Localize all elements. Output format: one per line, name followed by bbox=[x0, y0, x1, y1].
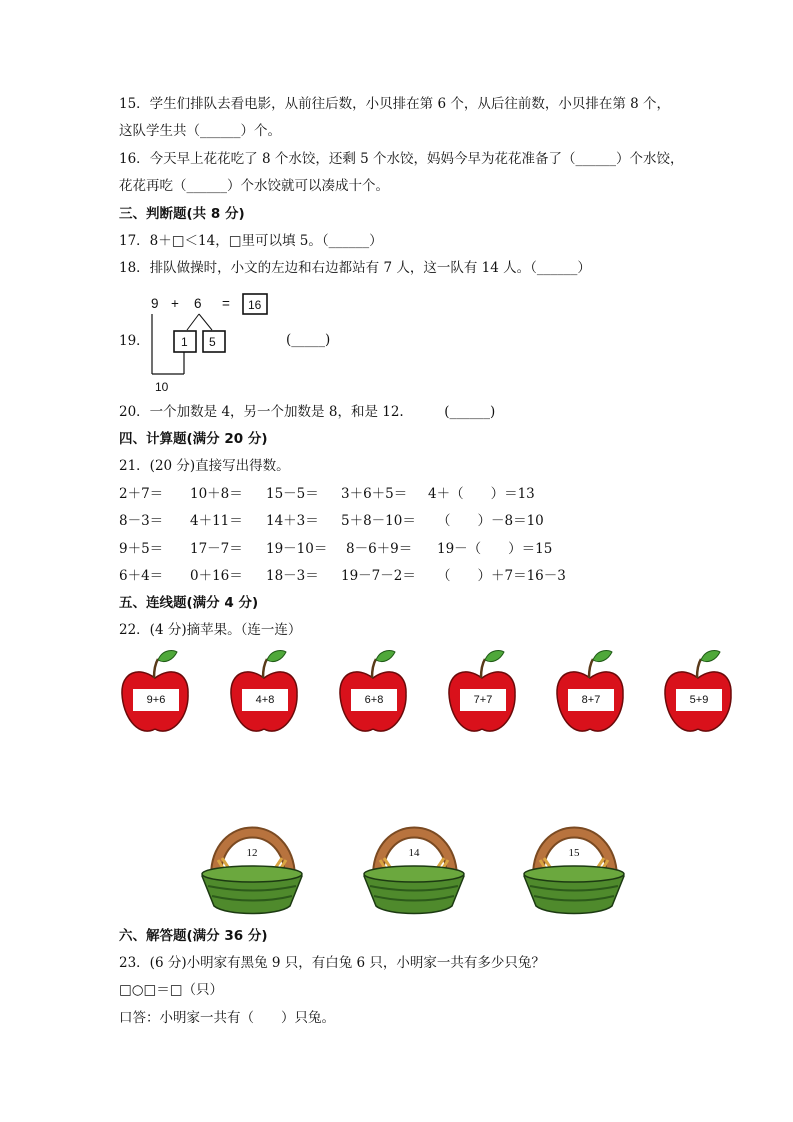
calc-item: 10＋8＝ bbox=[190, 486, 243, 502]
basket-card[interactable] bbox=[360, 818, 468, 916]
apple-label: 8+7 bbox=[568, 689, 614, 711]
basket-card[interactable] bbox=[198, 818, 306, 916]
q21: 21．(20 分)直接写出得数。 bbox=[119, 458, 290, 474]
apple-card[interactable] bbox=[337, 648, 409, 736]
basket-icon bbox=[360, 818, 468, 916]
q20: 20．一个加数是 4，另一个加数是 8，和是 12. (______) bbox=[119, 404, 496, 420]
basket-icon bbox=[520, 818, 628, 916]
calc-item: 19－7－2＝ bbox=[341, 568, 416, 584]
calc-item: 5＋8－10＝ bbox=[341, 513, 416, 529]
q19-split-5: 5 bbox=[209, 335, 216, 349]
basket-label: 15 bbox=[568, 847, 580, 859]
calc-item: 4＋11＝ bbox=[190, 513, 243, 529]
q19-ten: 10 bbox=[155, 380, 169, 394]
q19-result: 16 bbox=[248, 298, 262, 312]
apple-card[interactable] bbox=[662, 648, 734, 736]
calc-item: 9＋5＝ bbox=[119, 541, 164, 557]
q17: 17．8＋□＜14，□里可以填 5。（______） bbox=[119, 233, 383, 249]
apple-label: 4+8 bbox=[242, 689, 288, 711]
apple-card[interactable] bbox=[446, 648, 518, 736]
q23-formula: □○□＝□（只） bbox=[119, 982, 224, 998]
calc-item: 8－3＝ bbox=[119, 513, 164, 529]
calc-item: 17－7＝ bbox=[190, 541, 243, 557]
calc-item: 0＋16＝ bbox=[190, 568, 243, 584]
section-6-heading: 六、解答题(满分 36 分) bbox=[119, 928, 268, 944]
section-4-heading: 四、计算题(满分 20 分) bbox=[119, 431, 268, 447]
apple-card[interactable] bbox=[119, 648, 191, 736]
q15-line1: 15．学生们排队去看电影，从前往后数，小贝排在第 6 个，从后往前数，小贝排在第 8 个， bbox=[119, 96, 671, 112]
q19-number-6: 6 bbox=[194, 296, 202, 311]
calc-item: 4＋（ ）＝13 bbox=[428, 486, 535, 502]
calc-item: （ ）＋7＝16－3 bbox=[437, 568, 566, 584]
q16-line1: 16．今天早上花花吃了 8 个水饺，还剩 5 个水饺，妈妈今早为花花准备了（______）个水饺， bbox=[119, 151, 684, 167]
calc-item: 2＋7＝ bbox=[119, 486, 164, 502]
apple-card[interactable] bbox=[554, 648, 626, 736]
calc-item: （ ）－8＝10 bbox=[437, 513, 544, 529]
calc-item: 6＋4＝ bbox=[119, 568, 164, 584]
basket-label: 14 bbox=[408, 847, 420, 859]
section-5-heading: 五、连线题(满分 4 分) bbox=[119, 595, 259, 611]
q23-answer: 口答：小明家一共有（ ）只兔。 bbox=[119, 1010, 335, 1026]
q23-text: 23．(6 分)小明家有黑兔 9 只，有白兔 6 只，小明家一共有多少只兔？ bbox=[119, 955, 545, 971]
calc-item: 8－6＋9＝ bbox=[346, 541, 413, 557]
apple-label: 7+7 bbox=[460, 689, 506, 711]
q19-equals: = bbox=[222, 296, 230, 311]
q22: 22．(4 分)摘苹果。（连一连） bbox=[119, 622, 302, 638]
basket-icon bbox=[198, 818, 306, 916]
basket-label: 12 bbox=[246, 847, 258, 859]
q19-label: 19． bbox=[119, 333, 150, 349]
q19-number-9: 9 bbox=[151, 296, 159, 311]
basket-card[interactable] bbox=[520, 818, 628, 916]
calc-item: 15－5＝ bbox=[266, 486, 319, 502]
q19-plus: + bbox=[171, 296, 179, 311]
q19-diagram bbox=[119, 290, 379, 400]
calc-item: 14＋3＝ bbox=[266, 513, 319, 529]
apple-card[interactable] bbox=[228, 648, 300, 736]
apple-label: 6+8 bbox=[351, 689, 397, 711]
calc-item: 19－（ ）＝15 bbox=[437, 541, 553, 557]
q19-split-1: 1 bbox=[181, 335, 188, 349]
section-3-heading: 三、判断题(共 8 分) bbox=[119, 206, 245, 222]
q19-answer-blank: (_____) bbox=[286, 332, 331, 348]
q16-line2: 花花再吃（______）个水饺就可以凑成十个。 bbox=[119, 178, 389, 194]
apple-label: 5+9 bbox=[676, 689, 722, 711]
calc-item: 19－10＝ bbox=[266, 541, 328, 557]
calc-item: 18－3＝ bbox=[266, 568, 319, 584]
calc-item: 3＋6＋5＝ bbox=[341, 486, 408, 502]
q18: 18．排队做操时，小文的左边和右边都站有 7 人，这一队有 14 人。（______） bbox=[119, 260, 591, 276]
q15-line2: 这队学生共（______）个。 bbox=[119, 123, 281, 139]
apple-label: 9+6 bbox=[133, 689, 179, 711]
